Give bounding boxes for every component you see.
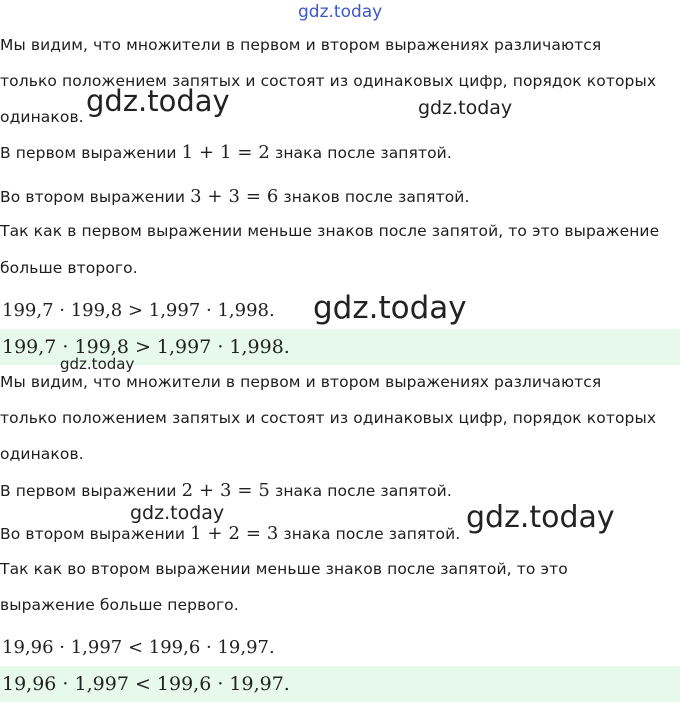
paragraph-line: только положением запятых и состоят из одинаковых цифр, порядок которых	[0, 72, 657, 90]
watermark: gdz.today	[60, 355, 135, 373]
line-suffix: знака после запятой.	[283, 525, 461, 543]
line-suffix: знака после запятой.	[274, 144, 452, 162]
line-prefix: Во втором выражении	[0, 188, 186, 206]
first-expression-digits-line	[0, 142, 452, 163]
second-expression-digits-line	[0, 186, 470, 207]
line-suffix: знака после запятой.	[274, 482, 452, 500]
watermark: gdz.today	[130, 502, 225, 524]
watermark: gdz.today	[418, 97, 513, 119]
comparison-expression: 199,7 · 199,8 > 1,997 · 1,998.	[2, 300, 275, 321]
first-expression-digits-line	[0, 480, 452, 501]
second-expression-digits-line	[0, 523, 460, 544]
conclusion-line: Так как во втором выражении меньше знаков после запятой, то это	[0, 560, 568, 578]
comparison-expression: 19,96 · 1,997 < 199,6 · 19,97.	[2, 637, 275, 658]
line-prefix: Во втором выражении	[0, 525, 186, 543]
paragraph-line: одинаков.	[0, 445, 84, 463]
line-prefix: В первом выражении	[0, 144, 177, 162]
paragraph-line: Мы видим, что множители в первом и втором выражениях различаются	[0, 373, 602, 391]
digit-count-formula: 1 + 1 = 2	[181, 142, 270, 163]
digit-count-formula: 3 + 3 = 6	[190, 186, 279, 207]
conclusion-line: Так как в первом выражении меньше знаков после запятой, то это выражение	[0, 222, 660, 240]
answer-expression: 199,7 · 199,8 > 1,997 · 1,998.	[2, 336, 290, 358]
watermark: gdz.today	[298, 2, 383, 22]
digit-count-formula: 2 + 3 = 5	[181, 480, 270, 501]
paragraph-line: одинаков.	[0, 108, 84, 126]
conclusion-line: больше второго.	[0, 259, 138, 277]
digit-count-formula: 1 + 2 = 3	[190, 523, 279, 544]
answer-expression: 19,96 · 1,997 < 199,6 · 19,97.	[2, 673, 290, 695]
line-prefix: В первом выражении	[0, 482, 177, 500]
paragraph-line: только положением запятых и состоят из одинаковых цифр, порядок которых	[0, 409, 657, 427]
line-suffix: знаков после запятой.	[283, 188, 470, 206]
watermark: gdz.today	[466, 500, 615, 535]
watermark: gdz.today	[86, 84, 230, 118]
paragraph-line: Мы видим, что множители в первом и втором выражениях различаются	[0, 36, 602, 54]
answer-highlight	[0, 666, 680, 702]
conclusion-line: выражение больше первого.	[0, 596, 239, 614]
watermark: gdz.today	[313, 290, 467, 326]
